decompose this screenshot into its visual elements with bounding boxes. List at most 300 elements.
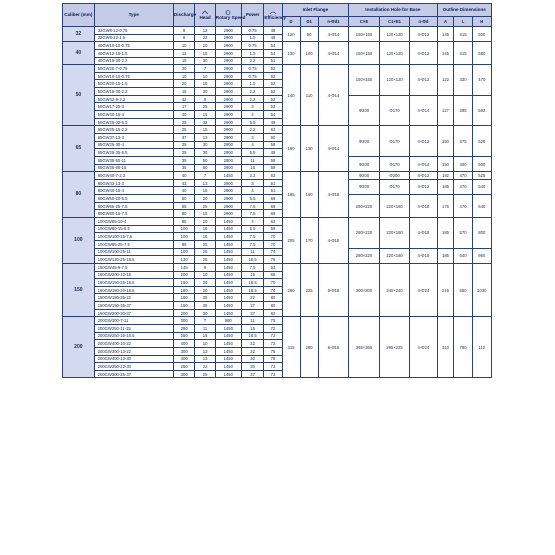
speed-cell: 1450 [215, 340, 241, 348]
install-c1xe1-cell: 220×160 [379, 248, 410, 263]
inlet-d1-cell: 110 [300, 65, 318, 126]
install-holes-cell: 4-Φ12 [410, 65, 437, 96]
table-row [63, 172, 492, 180]
table-row [63, 317, 492, 325]
col-header-power: Power [241, 4, 264, 27]
model-type-cell: 40GW12-15-1.5 [94, 49, 173, 57]
outline-h-cell: 800 [472, 218, 491, 249]
outline-a-cell: 310 [437, 317, 454, 378]
outline-l-cell: 375 [454, 126, 472, 157]
head-cell: 10 [195, 72, 215, 80]
efficiency-cell: 66 [264, 271, 282, 279]
speed-cell: 1450 [215, 271, 241, 279]
col-header-type: Type [94, 4, 173, 27]
discharge-cell: 10 [173, 42, 195, 50]
inlet-d1-cell: 225 [300, 263, 318, 316]
outline-l-cell: 315 [454, 42, 472, 65]
inlet-d-cell: 205 [282, 218, 300, 264]
discharge-cell: 400 [173, 355, 195, 363]
discharge-cell: 15 [173, 88, 195, 96]
install-cxe-cell: 300×300 [349, 263, 380, 316]
model-type-cell: 150GW180-20-18.5 [94, 286, 173, 294]
speed-cell: 2900 [215, 72, 241, 80]
speed-cell: 1450 [215, 286, 241, 294]
caliber-cell: 32 [63, 27, 95, 42]
power-cell: 5.5 [241, 195, 264, 203]
sub-header-h: H [472, 17, 491, 27]
discharge-cell: 40 [173, 172, 195, 180]
speed-cell: 2900 [215, 57, 241, 65]
power-cell: 0.75 [241, 42, 264, 50]
power-cell: 4 [241, 187, 264, 195]
outline-l-cell: 400 [454, 156, 472, 171]
caliber-cell: 150 [63, 263, 95, 316]
power-cell: 15 [241, 324, 264, 332]
install-cxe-cell: 280×220 [349, 248, 380, 263]
discharge-cell: 150 [173, 279, 195, 287]
power-cell: 5.5 [241, 149, 264, 157]
outline-a-cell: 175 [437, 195, 454, 218]
efficiency-cell: 80 [264, 294, 282, 302]
power-cell: 37 [241, 370, 264, 378]
head-cell: 25 [195, 248, 215, 256]
sub-header-d1: D1 [300, 17, 318, 27]
model-type-cell: 80GW40-15-4 [94, 187, 173, 195]
efficiency-label: Efficiency [264, 14, 287, 20]
head-cell: 30 [195, 57, 215, 65]
efficiency-cell: 72 [264, 324, 282, 332]
install-cxe-cell: Φ200 [349, 172, 380, 180]
outline-a-cell: 150 [437, 156, 454, 171]
install-c1xe1-cell: 220×160 [379, 218, 410, 249]
speed-cell: 2900 [215, 118, 241, 126]
speed-cell: 2900 [215, 202, 241, 210]
discharge-cell: 17 [173, 103, 195, 111]
inlet-holes-cell: 4-Φ14 [318, 27, 349, 42]
model-type-cell: 65GW25-35-5.5 [94, 149, 173, 157]
install-c1xe1-cell: 220×160 [379, 195, 410, 218]
inlet-d1-cell: 150 [300, 172, 318, 218]
discharge-cell: 180 [173, 294, 195, 302]
caliber-cell: 100 [63, 218, 95, 264]
speed-cell: 1450 [215, 363, 241, 371]
inlet-holes-cell: 4-Φ18 [318, 218, 349, 264]
efficiency-cell: 72 [264, 340, 282, 348]
efficiency-cell: 74 [264, 286, 282, 294]
speed-cell: 2900 [215, 195, 241, 203]
speed-cell: 2900 [215, 126, 241, 134]
head-cell: 10 [195, 218, 215, 226]
outline-h-cell: 1030 [472, 263, 491, 316]
pump-spec-body [63, 27, 492, 378]
outline-h-cell: 110 [472, 317, 491, 378]
power-cell: 2.2 [241, 57, 264, 65]
inlet-holes-cell: 8-Φ18 [318, 263, 349, 316]
outline-l-cell: 660 [454, 263, 472, 316]
head-cell: 15 [195, 187, 215, 195]
inlet-d-cell: 140 [282, 65, 300, 126]
discharge-cell: 100 [173, 233, 195, 241]
install-holes-cell: 4-Φ12 [410, 27, 437, 42]
inlet-d-cell: 315 [282, 317, 300, 378]
caliber-cell: 40 [63, 42, 95, 65]
col-header-rotary-speed [215, 4, 246, 27]
install-c1xe1-cell: Φ170 [379, 156, 410, 171]
head-cell: 60 [195, 164, 215, 172]
head-cell: 25 [195, 370, 215, 378]
inlet-d1-cell: 280 [300, 317, 318, 378]
head-cell: 22 [195, 34, 215, 42]
head-cell: 11 [195, 324, 215, 332]
install-c1xe1-cell: 120×120 [379, 27, 410, 42]
outline-l-cell: 315 [454, 27, 472, 42]
head-cell: 13 [195, 133, 215, 141]
outline-a-cell: 145 [437, 42, 454, 65]
table-row [63, 195, 492, 203]
inlet-d1-cell: 130 [300, 126, 318, 172]
col-header-installation-hole: Installation Hole for Base [349, 4, 437, 17]
discharge-cell: 20 [173, 65, 195, 73]
install-holes-cell: 4-Φ18 [410, 218, 437, 249]
inlet-holes-cell: 4-Φ14 [318, 42, 349, 65]
power-cell: 30 [241, 363, 264, 371]
install-holes-cell: 4-Φ14 [410, 156, 437, 171]
model-type-cell: 150GW200-30-37 [94, 309, 173, 317]
speed-cell: 2900 [215, 179, 241, 187]
outline-l-cell: 640 [454, 248, 472, 263]
install-cxe-cell: 365×365 [349, 317, 380, 378]
discharge-cell: 20 [173, 80, 195, 88]
power-cell: 2.2 [241, 126, 264, 134]
model-type-cell: 65GW35-50-11 [94, 156, 173, 164]
power-cell: 18.5 [241, 279, 264, 287]
inlet-d-cell: 120 [282, 27, 300, 42]
outline-h-cell: 540 [472, 179, 491, 194]
table-row [63, 126, 492, 134]
efficiency-cell: 78 [264, 355, 282, 363]
power-cell: 0.75 [241, 72, 264, 80]
efficiency-cell: 62 [264, 218, 282, 226]
power-cell: 7.5 [241, 210, 264, 218]
model-type-cell: 32GW8-22-1.5 [94, 34, 173, 42]
discharge-cell: 145 [173, 263, 195, 271]
speed-cell: 2900 [215, 27, 241, 35]
model-type-cell: 100GW100-25-11 [94, 248, 173, 256]
efficiency-cell: 69 [264, 195, 282, 203]
head-label: Head [199, 14, 211, 20]
efficiency-cell: 51 [264, 57, 282, 65]
efficiency-cell: 59 [264, 164, 282, 172]
efficiency-cell: 61 [264, 179, 282, 187]
col-header-inlet-flange: Inlet Flange [282, 4, 349, 17]
caliber-cell: 80 [63, 172, 95, 218]
power-cell: 15 [241, 271, 264, 279]
speed-cell: 2900 [215, 42, 241, 50]
model-type-cell: 50GW15-30-2.2 [94, 88, 173, 96]
sub-header-l: L [454, 17, 472, 27]
table-row [63, 42, 492, 50]
head-cell: 25 [195, 202, 215, 210]
install-cxe-cell: 150×150 [349, 42, 380, 65]
inlet-d1-cell: 100 [300, 42, 318, 65]
head-cell: 50 [195, 156, 215, 164]
efficiency-cell: 59 [264, 225, 282, 233]
outline-l-cell: 470 [454, 179, 472, 194]
install-holes-cell: 4-Φ12 [410, 126, 437, 157]
efficiency-cell: 59 [264, 156, 282, 164]
power-cell: 22 [241, 294, 264, 302]
power-cell: 15 [241, 164, 264, 172]
col-header-discharge [173, 4, 195, 27]
table-row [63, 65, 492, 73]
inlet-holes-cell: 8-Φ18 [318, 317, 349, 378]
pump-spec-table-wrapper [62, 3, 492, 378]
head-cell: 7 [195, 65, 215, 73]
power-cell: 18.5 [241, 332, 264, 340]
efficiency-cell: 62 [264, 80, 282, 88]
discharge-cell: 8 [173, 27, 195, 35]
speed-cell: 2900 [215, 80, 241, 88]
model-type-cell: 65GW25-30-4 [94, 141, 173, 149]
inlet-holes-cell: 4-Φ14 [318, 126, 349, 172]
head-cell: 35 [195, 302, 215, 310]
head-cell: 15 [195, 233, 215, 241]
table-row [63, 218, 492, 226]
outline-l-cell: 470 [454, 195, 472, 218]
model-type-cell: 100GW130-25-18.5 [94, 256, 173, 264]
discharge-cell: 250 [173, 363, 195, 371]
efficiency-cell: 52 [264, 88, 282, 96]
model-type-cell: 100GW80-15-5.5 [94, 225, 173, 233]
efficiency-cell: 53 [264, 103, 282, 111]
efficiency-cell: 54 [264, 42, 282, 50]
efficiency-cell: 72 [264, 332, 282, 340]
discharge-cell: 300 [173, 370, 195, 378]
discharge-cell: 37 [173, 133, 195, 141]
efficiency-cell: 80 [264, 302, 282, 310]
head-cell: 25 [195, 256, 215, 264]
power-cell: 7.5 [241, 202, 264, 210]
col-header-efficiency [264, 4, 287, 27]
table-row [63, 179, 492, 187]
model-type-cell: 65GW37-13-3 [94, 133, 173, 141]
col-header-head [195, 4, 215, 27]
speed-cell: 1450 [215, 218, 241, 226]
speed-cell: 2900 [215, 149, 241, 157]
model-type-cell: 150GW150-35-37 [94, 302, 173, 310]
table-row [63, 156, 492, 164]
model-type-cell: 150GW180-35-22 [94, 294, 173, 302]
speed-cell: 1450 [215, 240, 241, 248]
discharge-cell: 25 [173, 126, 195, 134]
install-c1xe1-cell: Φ200 [379, 172, 410, 180]
model-type-cell: 50GW25-32-5.5 [94, 118, 173, 126]
model-type-cell: 200GW250-22-30 [94, 363, 173, 371]
efficiency-cell: 69 [264, 202, 282, 210]
outline-l-cell: 395 [454, 95, 472, 126]
efficiency-cell: 49 [264, 118, 282, 126]
install-c1xe1-cell: 240×240 [379, 263, 410, 316]
install-c1xe1-cell: Φ170 [379, 95, 410, 126]
outline-h-cell: 525 [472, 126, 491, 157]
install-holes-cell: 4-Φ24 [410, 317, 437, 378]
head-cell: 15 [195, 225, 215, 233]
head-cell: 26 [195, 279, 215, 287]
model-type-cell: 40GW15-30-2.2 [94, 57, 173, 65]
caliber-cell: 50 [63, 65, 95, 126]
head-cell: 9 [195, 95, 215, 103]
head-cell: 15 [195, 126, 215, 134]
discharge-cell: 12 [173, 49, 195, 57]
discharge-cell: 40 [173, 187, 195, 195]
outline-h-cell: 580 [472, 42, 491, 65]
speed-cell: 2900 [215, 210, 241, 218]
head-cell: 20 [195, 195, 215, 203]
inlet-holes-cell: 4-Φ14 [318, 65, 349, 126]
sub-header-cxe: C×E [349, 17, 380, 27]
speed-cell: 1450 [215, 370, 241, 378]
model-type-cell: 80GW43-13-3 [94, 179, 173, 187]
outline-l-cell: 570 [454, 218, 472, 249]
discharge-cell: 65 [173, 202, 195, 210]
install-holes-cell: 4-Φ12 [410, 179, 437, 194]
discharge-cell: 35 [173, 156, 195, 164]
model-type-cell: 80GW65-25-7.5 [94, 202, 173, 210]
head-cell: 15 [195, 332, 215, 340]
model-type-cell: 100GW85-25-7.5 [94, 240, 173, 248]
speed-cell: 1450 [215, 279, 241, 287]
efficiency-cell: 69 [264, 210, 282, 218]
install-c1xe1-cell: Φ170 [379, 179, 410, 194]
table-row [63, 27, 492, 35]
efficiency-cell: 61 [264, 187, 282, 195]
power-cell: 5.5 [241, 225, 264, 233]
install-c1xe1-cell: 295×225 [379, 317, 410, 378]
model-type-cell: 150GW150-26-18.5 [94, 279, 173, 287]
efficiency-cell: 54 [264, 49, 282, 57]
outline-h-cell: 470 [472, 65, 491, 96]
head-cell: 35 [195, 294, 215, 302]
head-cell: 22 [195, 363, 215, 371]
outline-h-cell: 640 [472, 195, 491, 218]
model-type-cell: 40GW10-10-0.75 [94, 42, 173, 50]
discharge-cell: 50 [173, 195, 195, 203]
model-type-cell: 150GW45-9-7.5 [94, 263, 173, 271]
efficiency-cell: 49 [264, 149, 282, 157]
discharge-cell: 400 [173, 340, 195, 348]
power-cell: 1.5 [241, 49, 264, 57]
power-cell: 3 [241, 133, 264, 141]
install-cxe-cell: 150×150 [349, 65, 380, 96]
efficiency-cell: 60 [264, 133, 282, 141]
head-cell: 15 [195, 49, 215, 57]
discharge-cell: 250 [173, 332, 195, 340]
model-type-cell: 200GW250-15-18.5 [94, 332, 173, 340]
discharge-cell: 250 [173, 324, 195, 332]
speed-cell: 1450 [215, 347, 241, 355]
power-cell: 2.2 [241, 88, 264, 96]
table-row [63, 263, 492, 271]
table-row [63, 248, 492, 256]
inlet-d-cell: 260 [282, 263, 300, 316]
discharge-cell: 25 [173, 118, 195, 126]
rotary-speed-label: Rotary Speed [215, 14, 246, 20]
efficiency-cell: 48 [264, 27, 282, 35]
outline-a-cell: 215 [437, 263, 454, 316]
discharge-cell: 35 [173, 164, 195, 172]
install-holes-cell: 4-Φ12 [410, 172, 437, 180]
speed-cell: 1450 [215, 302, 241, 310]
model-type-cell: 200GW400-13-30 [94, 355, 173, 363]
discharge-cell: 8 [173, 34, 195, 42]
power-cell: 2.2 [241, 95, 264, 103]
power-cell: 37 [241, 309, 264, 317]
head-cell: 13 [195, 179, 215, 187]
outline-h-cell: 960 [472, 248, 491, 263]
table-row [63, 95, 492, 103]
discharge-label: Discharge [173, 12, 197, 17]
discharge-cell: 15 [173, 57, 195, 65]
speed-cell: 1450 [215, 309, 241, 317]
power-cell: 4 [241, 218, 264, 226]
head-cell: 10 [195, 271, 215, 279]
model-type-cell: 50GW40-15-4 [94, 111, 173, 119]
discharge-cell: 42 [173, 95, 195, 103]
head-cell: 10 [195, 42, 215, 50]
head-cell: 13 [195, 347, 215, 355]
efficiency-cell: 70 [264, 279, 282, 287]
install-cxe-cell: 280×220 [349, 218, 380, 249]
caliber-cell: 65 [63, 126, 95, 172]
efficiency-cell: 76 [264, 256, 282, 264]
outline-l-cell: 470 [454, 172, 472, 180]
inlet-holes-cell: 4-Φ18 [318, 172, 349, 218]
inlet-d1-cell: 90 [300, 27, 318, 42]
power-cell: 3 [241, 103, 264, 111]
install-cxe-cell: 280×220 [349, 195, 380, 218]
power-cell: 7.5 [241, 233, 264, 241]
power-cell: 4 [241, 141, 264, 149]
power-cell: 7.5 [241, 240, 264, 248]
head-cell: 35 [195, 149, 215, 157]
discharge-cell: 10 [173, 72, 195, 80]
head-cell: 25 [195, 103, 215, 111]
discharge-cell: 200 [173, 309, 195, 317]
head-cell: 25 [195, 240, 215, 248]
model-type-cell: 50GW17-25-3 [94, 103, 173, 111]
head-cell: 30 [195, 88, 215, 96]
inlet-d-cell: 160 [282, 126, 300, 172]
install-c1xe1-cell: 120×120 [379, 42, 410, 65]
inlet-d-cell: 185 [282, 172, 300, 218]
head-cell: 13 [195, 355, 215, 363]
power-cell: 3 [241, 179, 264, 187]
head-cell: 20 [195, 286, 215, 294]
speed-cell: 1450 [215, 263, 241, 271]
model-type-cell: 200GW300-7-11 [94, 317, 173, 325]
speed-cell: 980 [215, 317, 241, 325]
speed-cell: 1450 [215, 332, 241, 340]
efficiency-cell: 73 [264, 370, 282, 378]
speed-cell: 1450 [215, 225, 241, 233]
efficiency-cell: 62 [264, 65, 282, 73]
model-type-cell: 65GW25-15-2.2 [94, 126, 173, 134]
model-type-cell: 50GW10-10-0.75 [94, 72, 173, 80]
model-type-cell: 200GW400-10-22 [94, 340, 173, 348]
efficiency-cell: 75 [264, 347, 282, 355]
speed-cell: 2900 [215, 88, 241, 96]
sub-header-a: A [437, 17, 454, 27]
